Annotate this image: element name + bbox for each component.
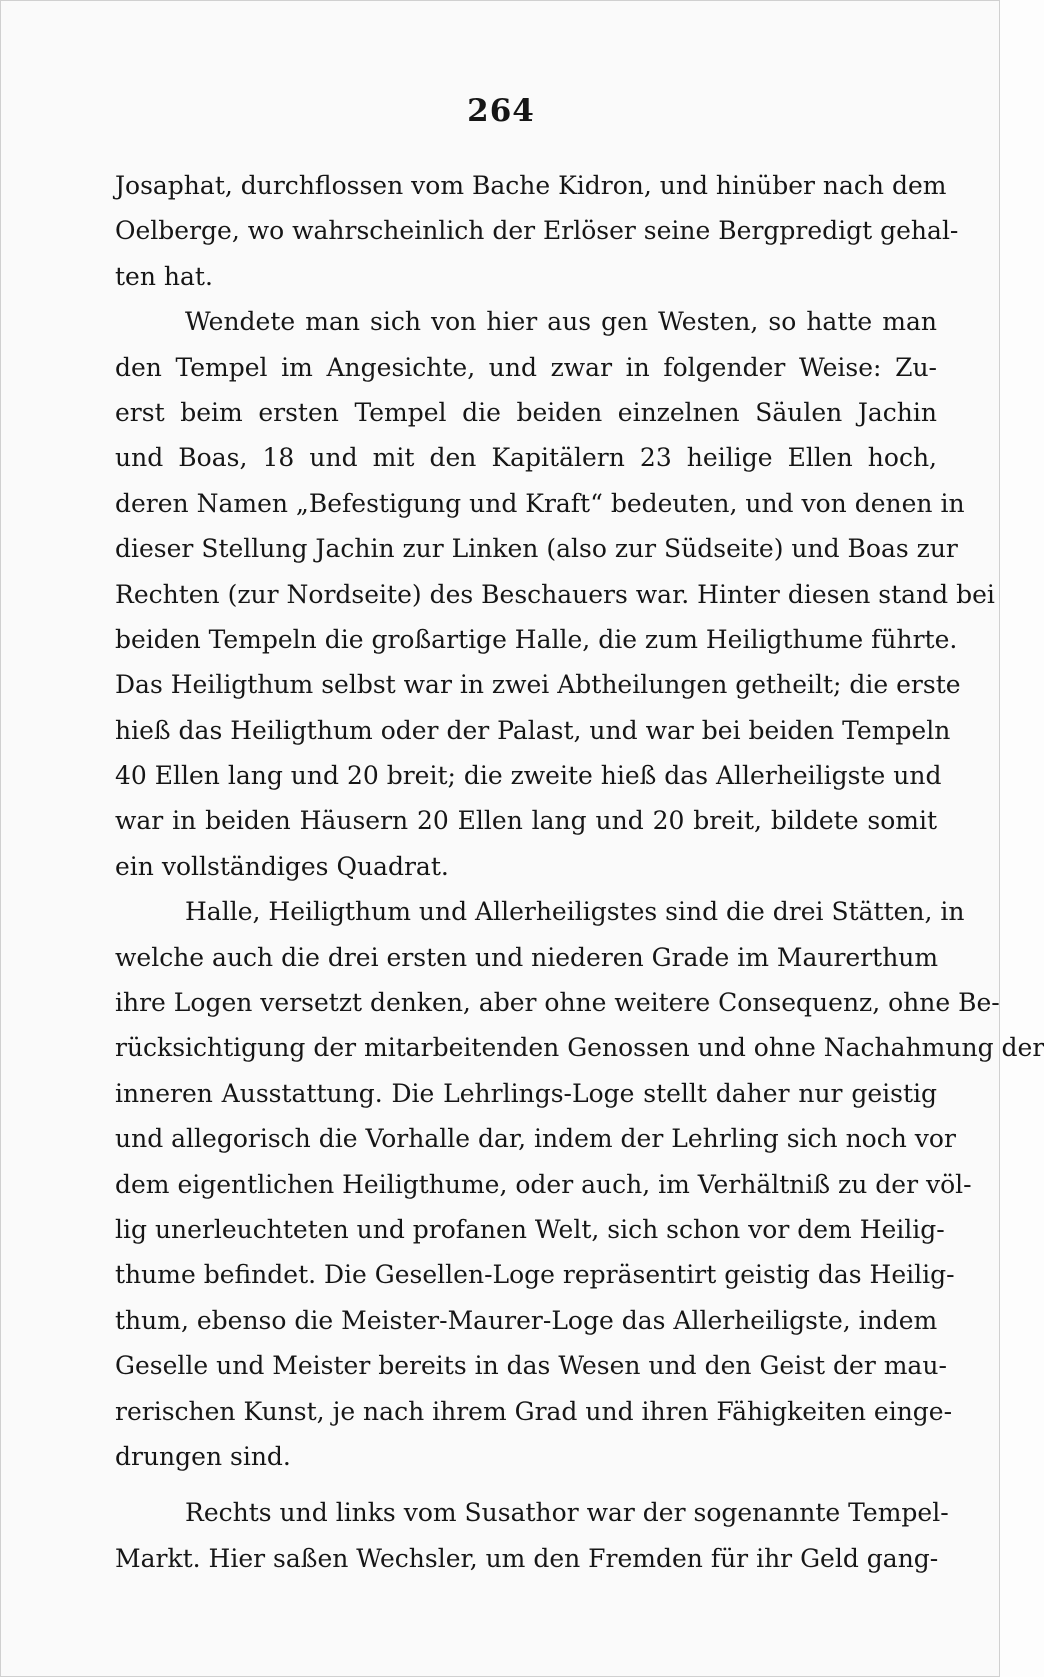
text-line: ihre Logen versetzt denken, aber ohne weitere Consequenz, ohne Be- [115, 988, 1000, 1018]
text-line: und allegorisch die Vorhalle dar, indem der Lehrling sich noch vor [115, 1124, 956, 1154]
text-line: dem eigentlichen Heiligthume, oder auch, im Verhältniß zu der völ- [115, 1169, 972, 1199]
text-line: Wendete man sich von hier aus gen Westen, so hatte man [185, 307, 937, 337]
text-line: lig unerleuchteten und profanen Welt, sich schon vor dem Heilig- [115, 1214, 945, 1244]
text-line: Josaphat, durchflossen vom Bache Kidron, und hinüber nach dem [115, 171, 947, 200]
text-line: rücksichtigung der mitarbeitenden Genossen und ohne Nachahmung der [115, 1033, 1044, 1063]
text-line: Geselle und Meister bereits in das Wesen und den Geist der mau- [115, 1351, 947, 1381]
text-line: Markt. Hier saßen Wechsler, um den Fremden für ihr Geld gang- [115, 1543, 939, 1573]
text-line: erst beim ersten Tempel die beiden einzelnen Säulen Jachin [115, 397, 937, 427]
text-line: deren Namen „Befestigung und Kraft“ bedeuten, und von denen in [115, 488, 965, 518]
text-line: und Boas, 18 und mit den Kapitälern 23 heilige Ellen hoch, [115, 443, 937, 473]
text-line: rerischen Kunst, je nach ihrem Grad und ihren Fähigkeiten einge- [115, 1396, 953, 1426]
text-line: 40 Ellen lang und 20 breit; die zweite hieß das Allerheiligste und [115, 761, 942, 791]
text-line: war in beiden Häusern 20 Ellen lang und 20 breit, bildete somit [115, 806, 937, 836]
text-line: thum, ebenso die Meister-Maurer-Loge das Allerheiligste, indem [115, 1305, 938, 1335]
text-line: Halle, Heiligthum und Allerheiligstes sind die drei Stätten, in [185, 897, 965, 927]
text-line: thume befindet. Die Gesellen-Loge repräsentirt geistig das Heilig- [115, 1260, 955, 1290]
text-line: dieser Stellung Jachin zur Linken (also zur Südseite) und Boas zur [115, 534, 958, 564]
text-line: inneren Ausstattung. Die Lehrlings-Loge stellt daher nur geistig [115, 1078, 937, 1108]
body-text [115, 163, 1044, 1581]
text-line: welche auch die drei ersten und niederen Grade im Maurerthum [115, 942, 939, 972]
text-line: Rechten (zur Nordseite) des Beschauers war. Hinter diesen stand bei [115, 579, 995, 609]
text-line: Das Heiligthum selbst war in zwei Abtheilungen getheilt; die erste [115, 670, 961, 700]
text-line: beiden Tempeln die großartige Halle, die zum Heiligthume führte. [115, 624, 958, 654]
page-number: 264 [467, 93, 535, 129]
text-line: drungen sind. [115, 1441, 291, 1471]
text-line: ten hat. [115, 261, 213, 291]
text-line: ein vollständiges Quadrat. [115, 851, 449, 881]
text-line: den Tempel im Angesichte, und zwar in folgender Weise: Zu- [115, 352, 937, 382]
text-line: Rechts und links vom Susathor war der sogenannte Tempel- [185, 1498, 949, 1528]
text-line: hieß das Heiligthum oder der Palast, und war bei beiden Tempeln [115, 715, 951, 745]
text-line: Oelberge, wo wahrscheinlich der Erlöser seine Bergpredigt gehal- [115, 216, 959, 246]
